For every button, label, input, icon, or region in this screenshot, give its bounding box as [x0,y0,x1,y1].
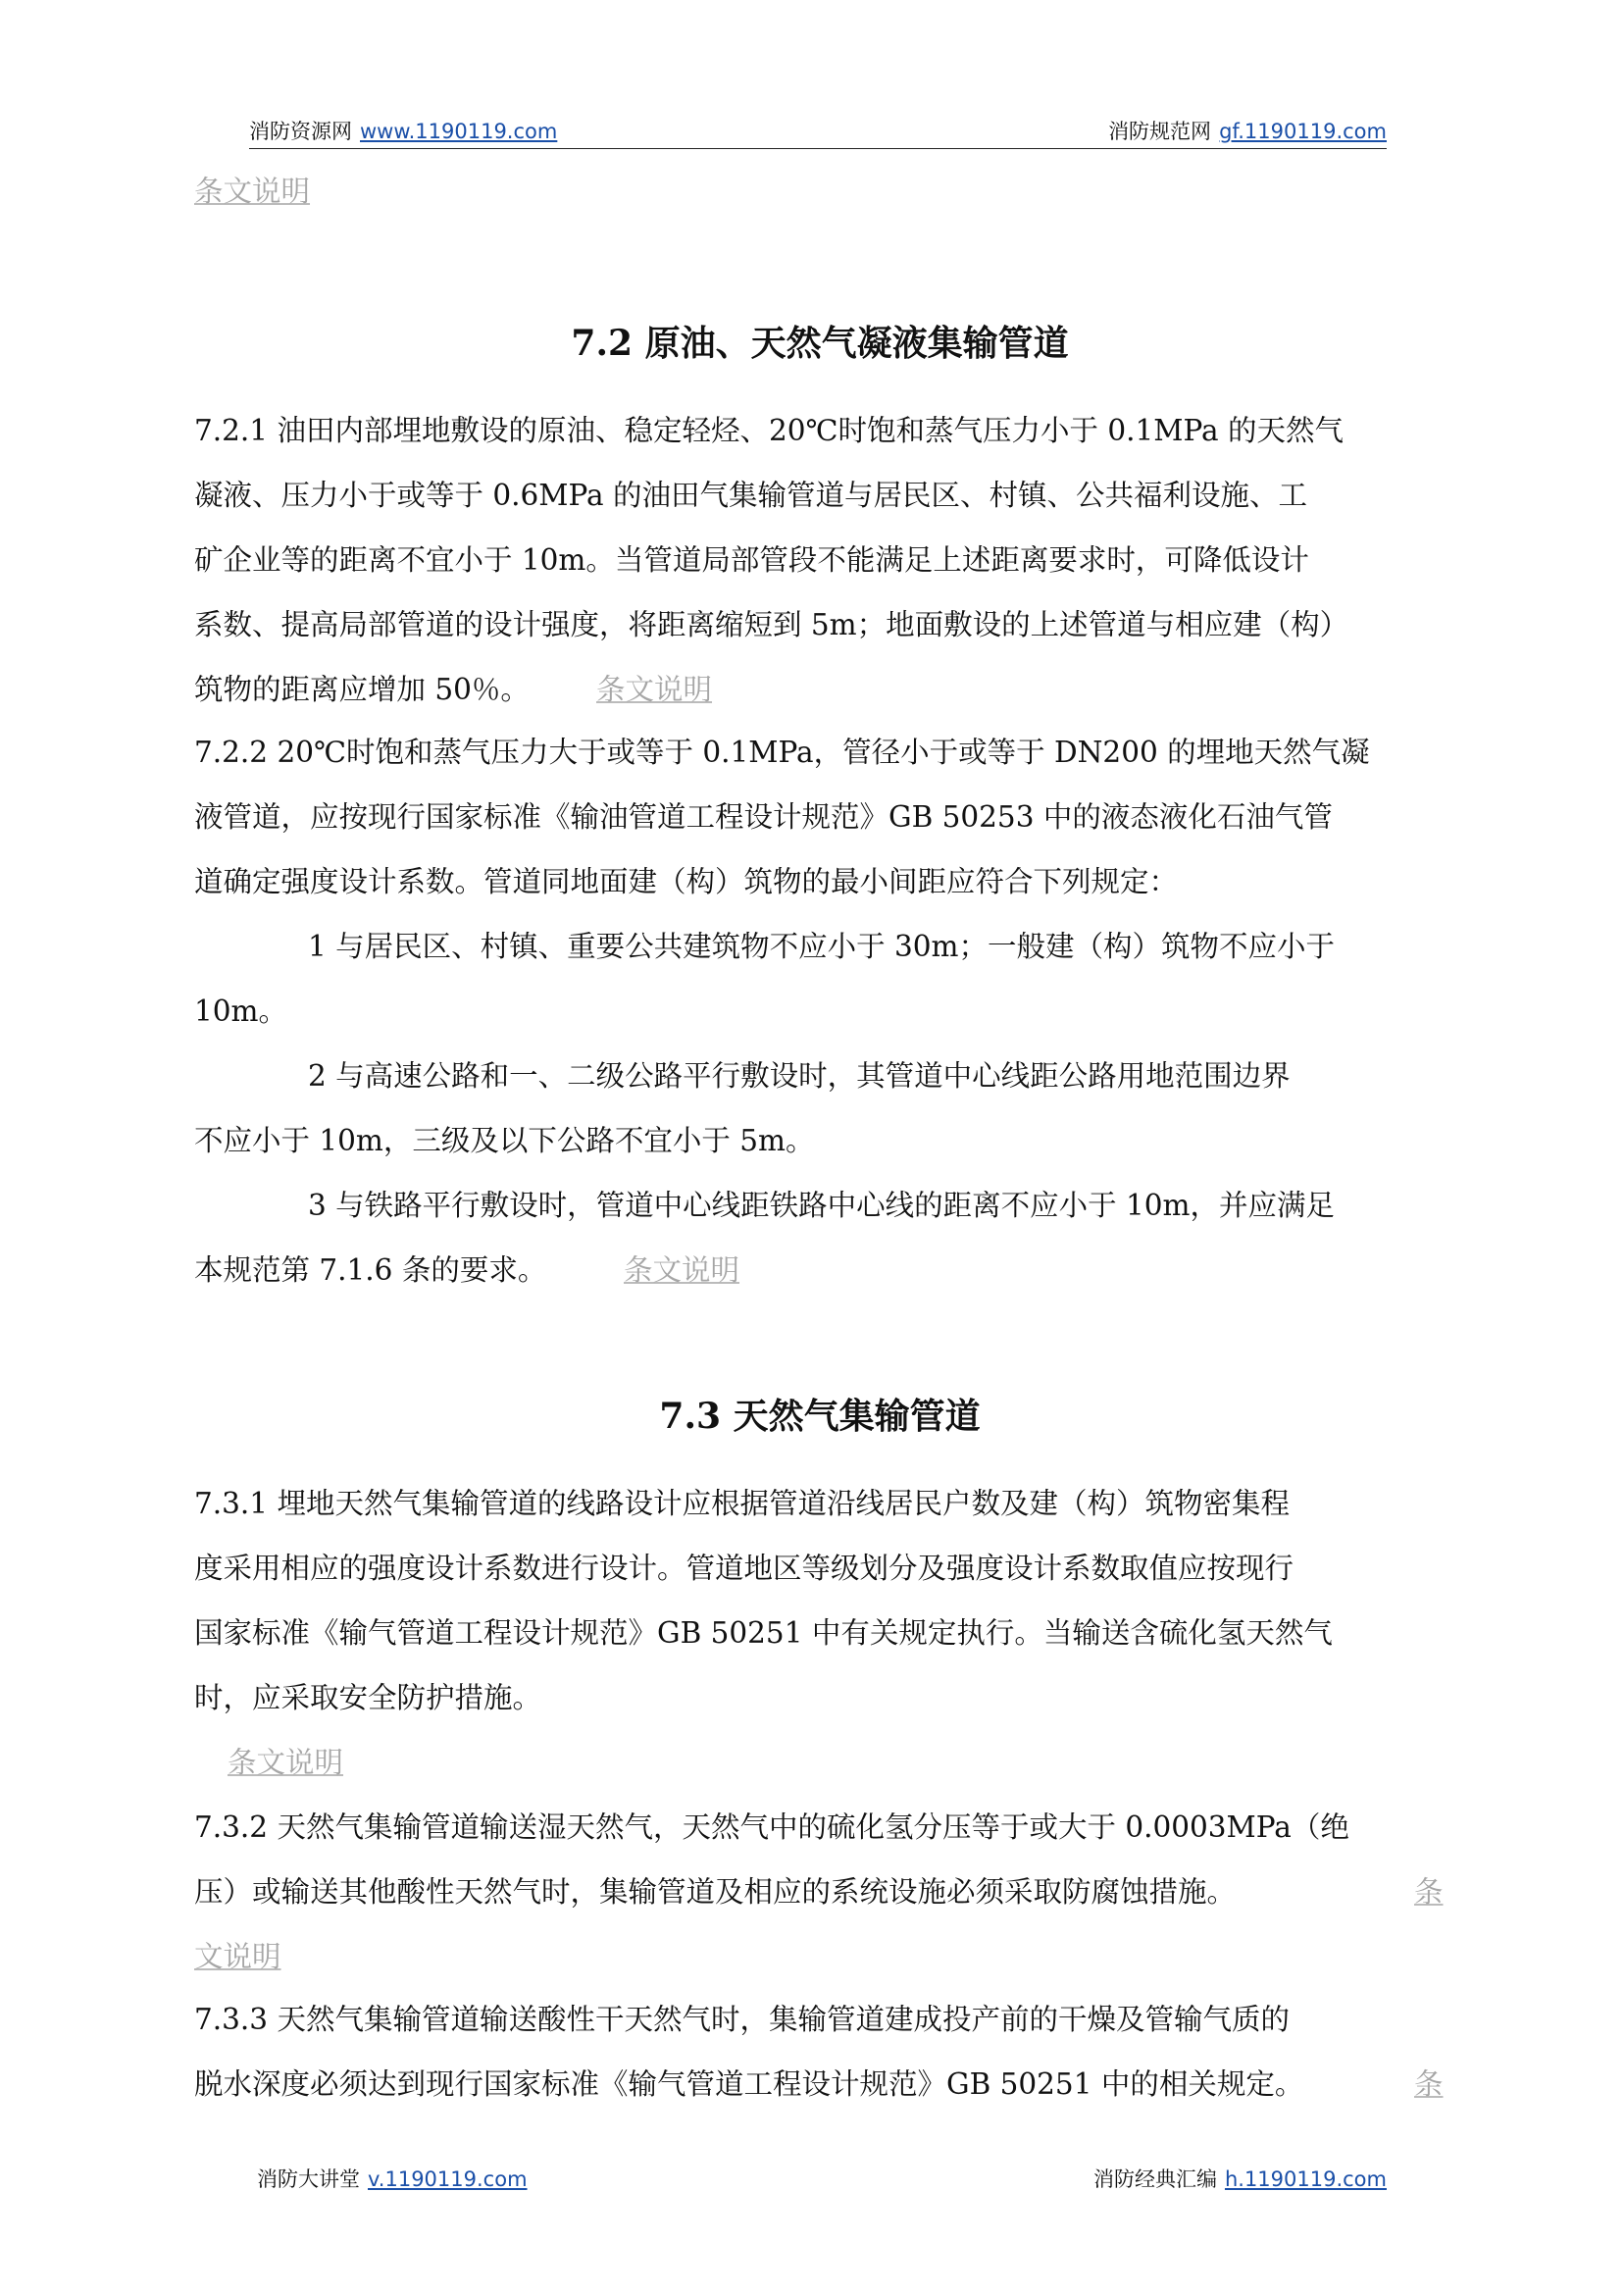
clause-line: 7.2.1 油田内部埋地敷设的原油、稳定轻烃、20℃时饱和蒸气压力小于 0.1MPa 的天然气 [194,414,1344,447]
clause-line: 筑物的距离应增加 50％。 [194,673,530,706]
clause-7-2-1 [194,408,1446,712]
footer-left [257,2164,528,2193]
clause-7-3-2 [194,1805,1446,1981]
clause-line: 矿企业等的距离不宜小于 10m。当管道局部管段不能满足上述距离要求时，可降低设计 [194,543,1309,577]
clause-line: 液管道，应按现行国家标准《输油管道工程设计规范》GB 50253 中的液态液化石油气管 [194,800,1333,834]
clause-line: 压）或输送其他酸性天然气时，集输管道及相应的系统设施必须采取防腐蚀措施。 [194,1875,1237,1909]
explanation-link-7-3-1[interactable]: 条文说明 [228,1746,344,1779]
footer-left-label: 消防大讲堂 [257,2167,360,2191]
clause-line: 度采用相应的强度设计系数进行设计。管道地区等级划分及强度设计系数取值应按现行 [194,1552,1294,1585]
header-left-link[interactable]: www.1190119.com [360,120,558,143]
explanation-link-7-3-2-part1[interactable]: 条 [1414,1875,1444,1909]
clause-line: 时，应采取安全防护措施。 [194,1681,542,1714]
list-item-2: 2 与高速公路和一、二级公路平行敷设时，其管道中心线距公路用地范围边界 [308,1059,1291,1093]
clause-line: 7.3.1 埋地天然气集输管道的线路设计应根据管道沿线居民户数及建（构）筑物密集程 [194,1487,1290,1520]
footer-left-link[interactable]: v.1190119.com [368,2167,528,2191]
header-left [249,116,557,145]
clause-7-3-1 [194,1481,1446,1779]
footer-right [1093,2164,1387,2193]
header-right [1108,116,1387,145]
clause-line: 脱水深度必须达到现行国家标准《输气管道工程设计规范》GB 50251 中的相关规定。 [194,2067,1304,2101]
footer-right-label: 消防经典汇编 [1092,2167,1217,2191]
top-explanation-link[interactable]: 条文说明 [194,175,311,208]
header-right-label: 消防规范网 [1108,120,1212,143]
page-footer [249,2164,1387,2193]
clause-line: 凝液、压力小于或等于 0.6MPa 的油田气集输管道与居民区、村镇、公共福利设施、工 [194,479,1307,512]
clause-line: 国家标准《输气管道工程设计规范》GB 50251 中有关规定执行。当输送含硫化氢天然气 [194,1616,1333,1650]
list-item-3-cont: 本规范第 7.1.6 条的要求。 [194,1253,547,1287]
clause-7-3-3 [194,1997,1446,2105]
header-right-link[interactable]: gf.1190119.com [1219,120,1387,143]
footer-right-link[interactable]: h.1190119.com [1224,2167,1387,2191]
explanation-link-7-3-3-part1[interactable]: 条 [1414,2067,1444,2101]
clause-line: 7.3.3 天然气集输管道输送酸性干天然气时，集输管道建成投产前的干燥及管输气质的 [194,2003,1290,2036]
page-header [249,119,1387,149]
list-item-2-cont: 不应小于 10m，三级及以下公路不宜小于 5m。 [194,1124,815,1157]
top-explanation-block [194,169,1446,212]
list-item-1: 1 与居民区、村镇、重要公共建筑物不应小于 30m；一般建（构）筑物不应小于 [308,930,1336,963]
section-title-7-2: 7.2 原油、天然气凝液集输管道 [571,323,1069,364]
clause-line: 7.2.2 20℃时饱和蒸气压力大于或等于 0.1MPa，管径小于或等于 DN200 的埋地天然气凝 [194,736,1370,769]
clause-line: 7.3.2 天然气集输管道输送湿天然气，天然气中的硫化氢分压等于或大于 0.0003MPa（绝 [194,1810,1349,1844]
header-left-label: 消防资源网 [249,120,352,143]
section-title-7-3: 7.3 天然气集输管道 [659,1396,981,1437]
clause-7-2-2 [194,730,1446,1287]
clause-line: 道确定强度设计系数。管道同地面建（构）筑物的最小间距应符合下列规定： [194,865,1179,898]
explanation-link-7-2-2[interactable]: 条文说明 [624,1253,740,1287]
list-item-1-cont: 10m。 [194,994,288,1028]
explanation-link-7-2-1[interactable]: 条文说明 [596,673,713,706]
explanation-link-7-3-2-part2[interactable]: 文说明 [194,1940,281,1973]
list-item-3: 3 与铁路平行敷设时，管道中心线距铁路中心线的距离不应小于 10m，并应满足 [308,1189,1336,1222]
clause-line: 系数、提高局部管道的设计强度，将距离缩短到 5m；地面敷设的上述管道与相应建（构） [194,608,1349,641]
